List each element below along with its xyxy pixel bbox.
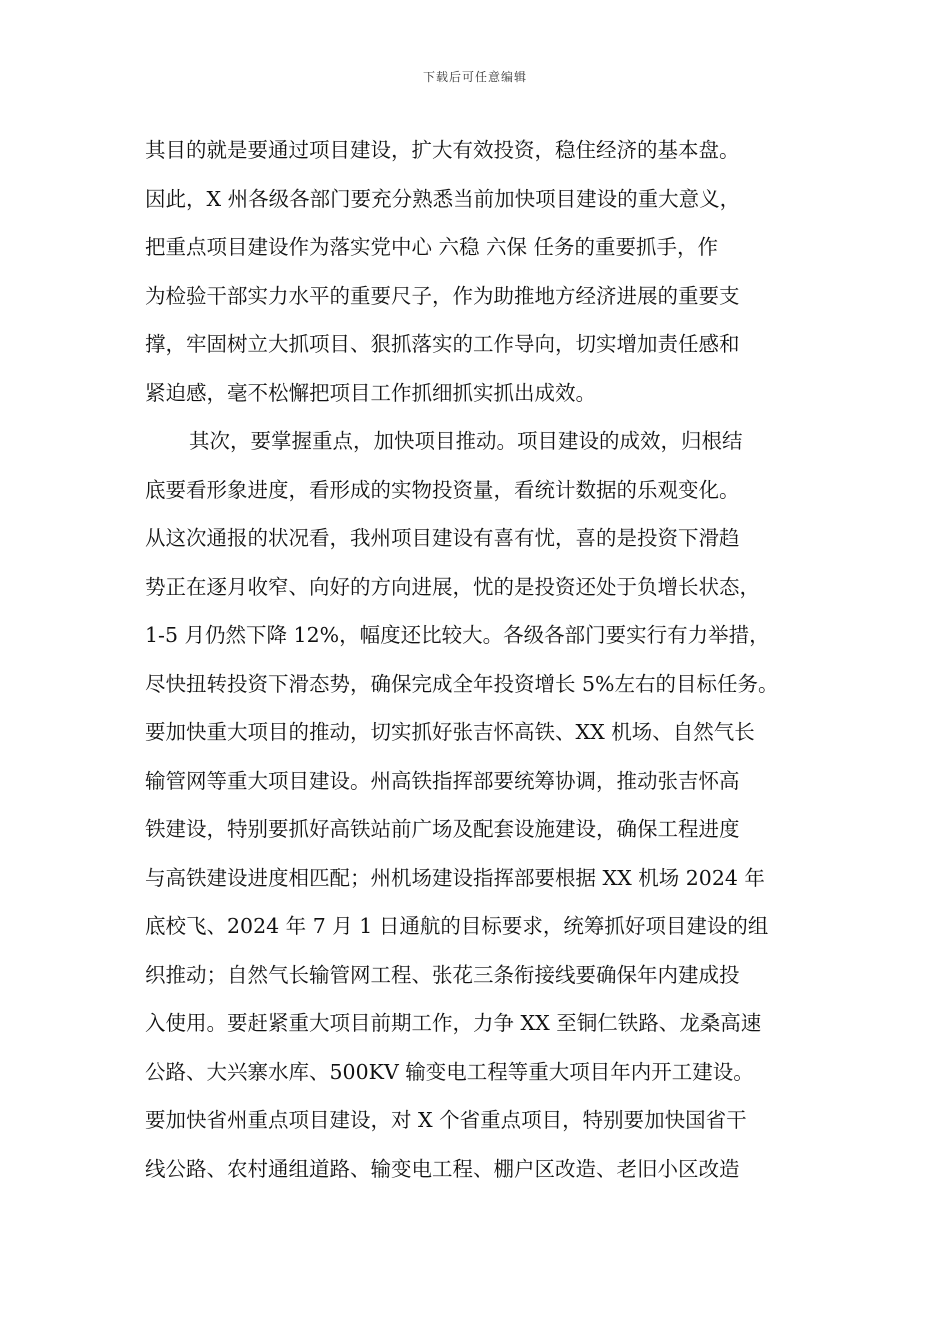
text-line: 要加快重大项目的推动，切实抓好张吉怀高铁、XX 机场、自然气长 bbox=[145, 720, 755, 744]
document-body bbox=[145, 126, 825, 1193]
text-line: 入使用。要赶紧重大项目前期工作，力争 XX 至铜仁铁路、龙桑高速 bbox=[145, 1011, 762, 1035]
text-line: 要加快省州重点项目建设，对 X 个省重点项目，特别要加快国省干 bbox=[145, 1108, 747, 1132]
text-line: 撑，牢固树立大抓项目、狠抓落实的工作导向，切实增加责任感和 bbox=[145, 332, 740, 356]
paragraph-first-line: 其次，要掌握重点，加快项目推动。项目建设的成效，归根结 bbox=[189, 429, 743, 453]
text-line: 其目的就是要通过项目建设，扩大有效投资，稳住经济的基本盘。 bbox=[145, 138, 740, 162]
text-line: 铁建设，特别要抓好高铁站前广场及配套设施建设，确保工程进度 bbox=[145, 817, 740, 841]
text-line: 公路、大兴寨水库、500KV 输变电工程等重大项目年内开工建设。 bbox=[145, 1059, 754, 1084]
text-line: 紧迫感，毫不松懈把项目工作抓细抓实抓出成效。 bbox=[145, 380, 596, 405]
text-line: 底要看形象进度，看形成的实物投资量，看统计数据的乐观变化。 bbox=[145, 477, 740, 502]
text-line: 织推动；自然气长输管网工程、张花三条衔接线要确保年内建成投 bbox=[145, 962, 740, 987]
text-line: 线公路、农村通组道路、输变电工程、棚户区改造、老旧小区改造 bbox=[145, 1156, 740, 1181]
text-line: 尽快扭转投资下滑态势，确保完成全年投资增长 5%左右的目标任务。 bbox=[145, 671, 779, 696]
text-line: 因此，X 州各级各部门要充分熟悉当前加快项目建设的重大意义， bbox=[145, 186, 741, 211]
text-line: 把重点项目建设作为落实党中心 六稳 六保 任务的重要抓手，作 bbox=[145, 235, 719, 259]
text-line: 为检验干部实力水平的重要尺子，作为助推地方经济进展的重要支 bbox=[145, 283, 740, 308]
text-line: 底校飞、2024 年 7 月 1 日通航的目标要求，统筹抓好项目建设的组 bbox=[145, 914, 769, 938]
text-line: 势正在逐月收窄、向好的方向进展，忧的是投资还处于负增长状态， bbox=[145, 574, 760, 599]
text-line: 输管网等重大项目建设。州高铁指挥部要统筹协调，推动张吉怀高 bbox=[145, 768, 740, 793]
page-header: 下载后可任意编辑 bbox=[422, 70, 527, 84]
text-line: 从这次通报的状况看，我州项目建设有喜有忧，喜的是投资下滑趋 bbox=[145, 526, 740, 550]
text-line: 1-5 月仍然下降 12%，幅度还比较大。各级各部门要实行有力举措， bbox=[145, 623, 770, 647]
text-line: 与高铁建设进度相匹配；州机场建设指挥部要根据 XX 机场 2024 年 bbox=[145, 865, 765, 890]
